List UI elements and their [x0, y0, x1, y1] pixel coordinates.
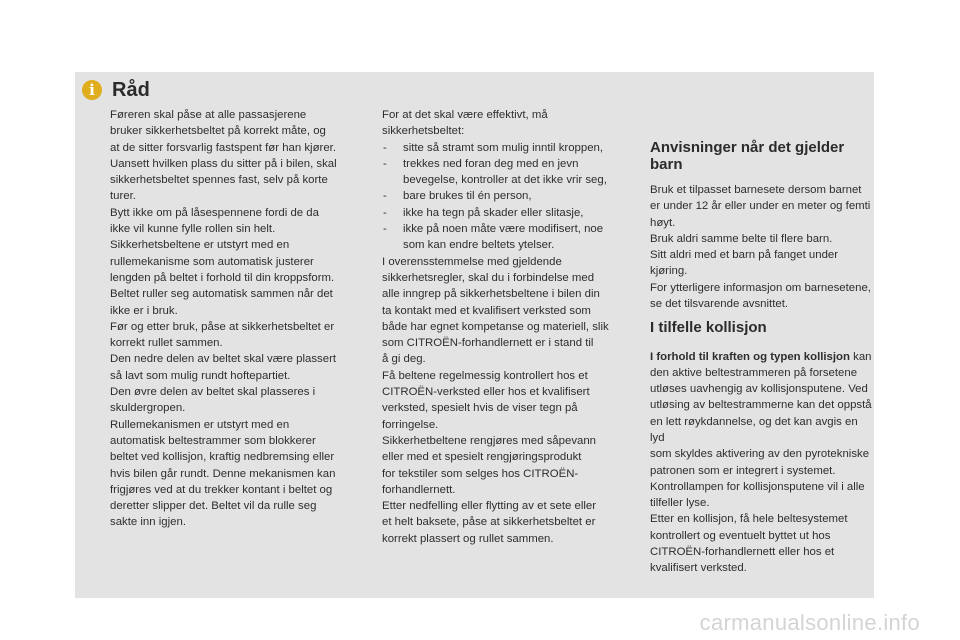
text-line: Få beltene regelmessig kontrollert hos et	[382, 369, 588, 382]
children-body	[650, 182, 872, 312]
text-line: Føreren skal påse at alle passasjerene	[110, 109, 307, 121]
list-item-line: - ikke ha tegn på skader eller slitasje,	[403, 206, 584, 219]
text-line: beltet ved kollisjon, kraftig nedbremsing eller	[110, 451, 335, 464]
text-line: Før og etter bruk, påse at sikkerhetsbeltet er	[110, 320, 335, 333]
text-line: sikkerhetsbeltet:	[382, 125, 465, 138]
text-line: deretter slipper det. Beltet vil da rulle seg	[110, 500, 317, 513]
text-line: ikke er i bruk.	[110, 304, 178, 317]
collision-lead-bold: I forhold til kraften og typen kollisjon	[650, 350, 850, 363]
text-line: korrekt plassert og rullet sammen.	[382, 532, 554, 545]
text-line: Kontrollampen for kollisjonsputene vil i alle	[650, 480, 865, 493]
text-line: automatisk beltestrammer som blokkerer	[110, 434, 316, 447]
list-item	[382, 188, 632, 204]
text-line: kontrollert og eventuelt byttet ut hos	[650, 529, 831, 542]
list-item	[382, 221, 632, 254]
text-line: Rullemekanismen er utstyrt med en	[110, 418, 290, 431]
text-line: Bruk aldri samme belte til flere barn.	[650, 232, 833, 245]
page-title: Råd	[112, 79, 150, 101]
text-line: skuldergropen.	[110, 402, 186, 415]
text-line: rullemekanisme som automatisk justerer	[110, 255, 314, 268]
text-line: eller med et spesielt rengjøringsprodukt	[382, 451, 582, 464]
text-line: alle inngrep på sikkerhetsbeltene i bilen din	[382, 288, 600, 301]
heading-line: Anvisninger når det gjelder	[650, 139, 845, 156]
text-line: at de sitter forsvarlig fastspent før han kjører.	[110, 141, 336, 154]
text-line: Sikkerhetbeltene rengjøres med såpevann	[382, 434, 597, 447]
list-item	[382, 156, 632, 189]
text-line: både har egnet kompetanse og materiell, slik	[382, 320, 609, 333]
column-3	[650, 107, 872, 575]
text-line: Beltet ruller seg automatisk sammen når det	[110, 288, 333, 301]
list-item-line: - trekkes ned foran deg med en jevn	[403, 157, 579, 170]
text-line: Uansett hvilken plass du sitter på i bilen, skal	[110, 157, 337, 170]
text-line: sikkerhetsbeltet spennes fast, selv på korte	[110, 174, 328, 187]
text-line: å gi deg.	[382, 353, 426, 366]
text-line: et helt baksete, påse at sikkerhetsbeltet er	[382, 516, 596, 529]
text-line: som CITROËN-forhandlernett er i stand til	[382, 337, 594, 350]
collision-lead	[650, 349, 872, 365]
list-item-line: bevegelse, kontroller at det ikke vrir seg,	[403, 174, 607, 187]
text-line: så lavt som mulig rundt hoftepartiet.	[110, 369, 291, 382]
children-heading	[650, 140, 872, 173]
children-section	[650, 140, 872, 312]
text-line: Den øvre delen av beltet skal plasseres i	[110, 386, 316, 399]
text-line: CITROËN-forhandlernett eller hos et	[650, 546, 835, 559]
collision-heading: I tilfelle kollisjon	[650, 319, 767, 336]
text-line: Den nedre delen av beltet skal være plassert	[110, 353, 337, 366]
column-2	[382, 107, 632, 547]
list-item-line: - sitte så stramt som mulig inntil kroppen,	[403, 141, 604, 154]
collision-section	[650, 320, 872, 577]
text-line: verksted, spesielt hvis de viser tegn på	[382, 402, 578, 415]
text-line: Sitt aldri med et barn på fanget under	[650, 249, 839, 262]
text-line: ta kontakt med et kvalifisert verksted som	[382, 304, 591, 317]
column-1	[110, 107, 360, 531]
text-line: se det tilsvarende avsnittet.	[650, 298, 789, 311]
text-line: for tekstiler som selges hos CITROËN-	[382, 467, 579, 480]
text-line: lengden på beltet i forhold til din kroppsform.	[110, 271, 335, 284]
collision-body	[650, 349, 872, 577]
text-line: ikke vil kunne fylle rollen sin helt.	[110, 223, 276, 236]
text-line: hvis bilen går rundt. Denne mekanismen kan	[110, 467, 336, 480]
text-line: For ytterligere informasjon om barnesetene,	[650, 281, 871, 294]
text-line: korrekt rullet sammen.	[110, 337, 223, 350]
text-line: Bytt ikke om på låsespennene fordi de da	[110, 206, 319, 219]
belt-requirements-list	[382, 140, 632, 254]
text-line: CITROËN-verksted eller hos et kvalifisert	[382, 386, 590, 399]
text-line: utløsing av beltestrammerne kan det oppstå	[650, 399, 872, 412]
text-line: Sikkerhetsbeltene er utstyrt med en	[110, 239, 290, 252]
text-line: kvalifisert verksted.	[650, 562, 747, 575]
text-line: som skyldes aktivering av den pyrotekniske	[650, 448, 870, 461]
list-item-line: - bare brukes til én person,	[403, 190, 532, 203]
text-line: den aktive beltestrammeren på forsetene	[650, 366, 858, 379]
text-line: For at det skal være effektivt, må	[382, 109, 548, 121]
text-line: tilfeller lyse.	[650, 497, 710, 510]
text-line: bruker sikkerhetsbeltet på korrekt måte, og	[110, 125, 326, 138]
text-line: sakte inn igjen.	[110, 516, 186, 529]
text-line: Bruk et tilpasset barnesete dersom barnet	[650, 184, 862, 196]
list-item	[382, 205, 632, 221]
collision-lead-rest: kan	[849, 350, 872, 363]
info-icon: i	[82, 80, 102, 100]
text-line: forringelse.	[382, 418, 439, 431]
text-line: patronen som er integrert i systemet.	[650, 464, 836, 477]
text-line: utløses uavhengig av kollisjonsputene. Ved	[650, 383, 868, 396]
text-line: kjøring.	[650, 265, 688, 278]
text-line: frigjøres ved at du trekker kontant i beltet og	[110, 483, 333, 496]
text-line: forhandlernett.	[382, 483, 456, 496]
text-line: sikkerhetsregler, skal du i forbindelse med	[382, 271, 595, 284]
heading-line: barn	[650, 155, 683, 173]
list-item-line: - ikke på noen måte være modifisert, noe	[403, 223, 604, 236]
text-line: Etter nedfelling eller flytting av et sete eller	[382, 500, 597, 513]
text-line: en lett røykdannelse, og det kan avgis en lyd	[650, 415, 858, 444]
text-line: Etter en kollisjon, få hele beltesystemet	[650, 513, 848, 526]
text-line: I overensstemmelse med gjeldende	[382, 255, 562, 268]
text-line: er under 12 år eller under en meter og femti	[650, 200, 871, 213]
col2-intro	[382, 107, 632, 140]
text-line: høyt.	[650, 216, 676, 229]
list-item	[382, 140, 632, 156]
text-line: turer.	[110, 190, 136, 203]
watermark: carmanualsonline.info	[699, 610, 920, 635]
list-item-line: som kan endre beltets ytelser.	[403, 239, 555, 252]
col2-body	[382, 254, 632, 547]
